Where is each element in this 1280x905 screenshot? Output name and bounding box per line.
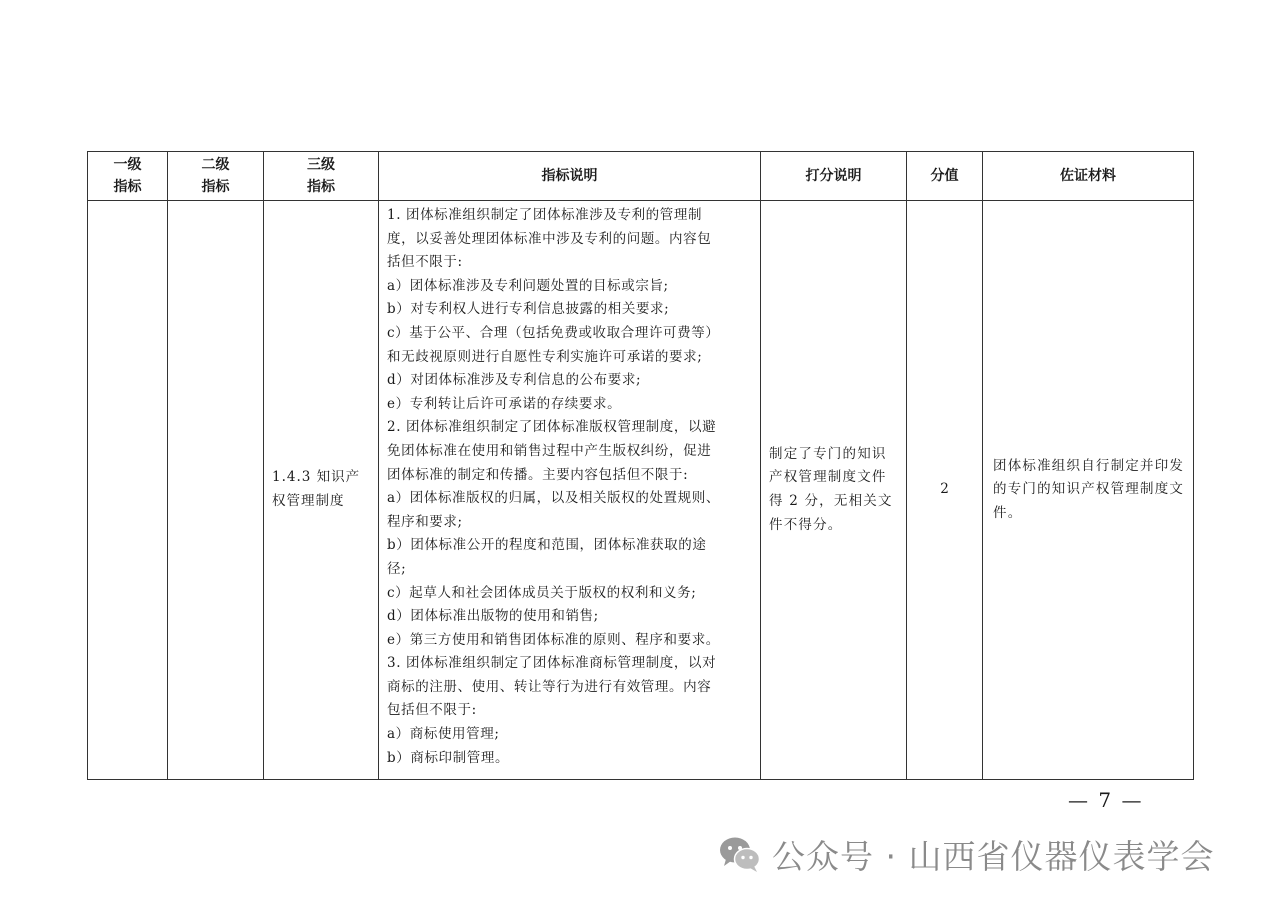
description-text	[387, 204, 754, 770]
cell-scoring: 制定了专门的知识产权管理制度文件得 2 分，无相关文件不得分。	[761, 201, 907, 780]
cell-level2	[168, 201, 264, 780]
wechat-icon	[716, 830, 764, 878]
description-line: b）对专利权人进行专利信息披露的相关要求;	[387, 301, 670, 318]
cell-value: 2	[907, 201, 983, 780]
description-line: 径;	[387, 560, 407, 577]
watermark-text: 公众号 · 山西省仪器仪表学会	[772, 836, 1215, 876]
description-line: a）商标使用管理;	[387, 726, 500, 743]
description-line: 2. 团体标准组织制定了团体标准版权管理制度，以避	[387, 419, 717, 436]
description-line: a）团体标准涉及专利问题处置的目标或宗旨;	[387, 277, 669, 294]
description-line: 团体标准的制定和传播。主要内容包括但不限于:	[387, 466, 689, 483]
description-line: e）第三方使用和销售团体标准的原则、程序和要求。	[387, 631, 720, 648]
description-line: e）专利转让后许可承诺的存续要求。	[387, 395, 622, 412]
description-line: 度，以妥善处理团体标准中涉及专利的问题。内容包	[387, 230, 712, 247]
description-line: 包括但不限于:	[387, 702, 477, 719]
header-evidence: 佐证材料	[983, 152, 1194, 201]
cell-level1	[88, 201, 168, 780]
indicator-table	[87, 151, 1194, 780]
header-scoring: 打分说明	[761, 152, 907, 201]
description-line: 1. 团体标准组织制定了团体标准涉及专利的管理制	[387, 207, 703, 223]
description-line: 括但不限于:	[387, 254, 463, 271]
header-value: 分值	[907, 152, 983, 201]
header-level2: 二级 指标	[168, 152, 264, 201]
description-line: c）起草人和社会团体成员关于版权的权利和义务;	[387, 584, 697, 601]
table-header-row	[88, 152, 1194, 201]
description-line: d）团体标准出版物的使用和销售;	[387, 608, 599, 625]
description-line: d）对团体标准涉及专利信息的公布要求;	[387, 372, 642, 389]
description-line: 和无歧视原则进行自愿性专利实施许可承诺的要求;	[387, 348, 703, 365]
description-line: b）团体标准公开的程度和范围，团体标准获取的途	[387, 537, 707, 554]
description-line: 免团体标准在使用和销售过程中产生版权纠纷，促进	[387, 442, 712, 459]
cell-evidence: 团体标准组织自行制定并印发的专门的知识产权管理制度文件。	[983, 201, 1194, 780]
description-line: 程序和要求;	[387, 513, 463, 530]
header-level3: 三级 指标	[264, 152, 379, 201]
page-number: — 7 —	[1068, 788, 1144, 812]
watermark	[716, 830, 1214, 878]
description-line: c）基于公平、合理（包括免费或收取合理许可费等）	[387, 324, 720, 341]
description-line: b）商标印制管理。	[387, 749, 510, 766]
description-line: 3. 团体标准组织制定了团体标准商标管理制度，以对	[387, 655, 717, 672]
header-description: 指标说明	[379, 152, 761, 201]
description-line: 商标的注册、使用、转让等行为进行有效管理。内容	[387, 678, 712, 695]
table-row	[88, 201, 1194, 780]
description-line: a）团体标准版权的归属，以及相关版权的处置规则、	[387, 490, 720, 507]
header-level1: 一级 指标	[88, 152, 168, 201]
cell-description	[379, 201, 761, 780]
cell-level3: 1.4.3 知识产权管理制度	[264, 201, 379, 780]
